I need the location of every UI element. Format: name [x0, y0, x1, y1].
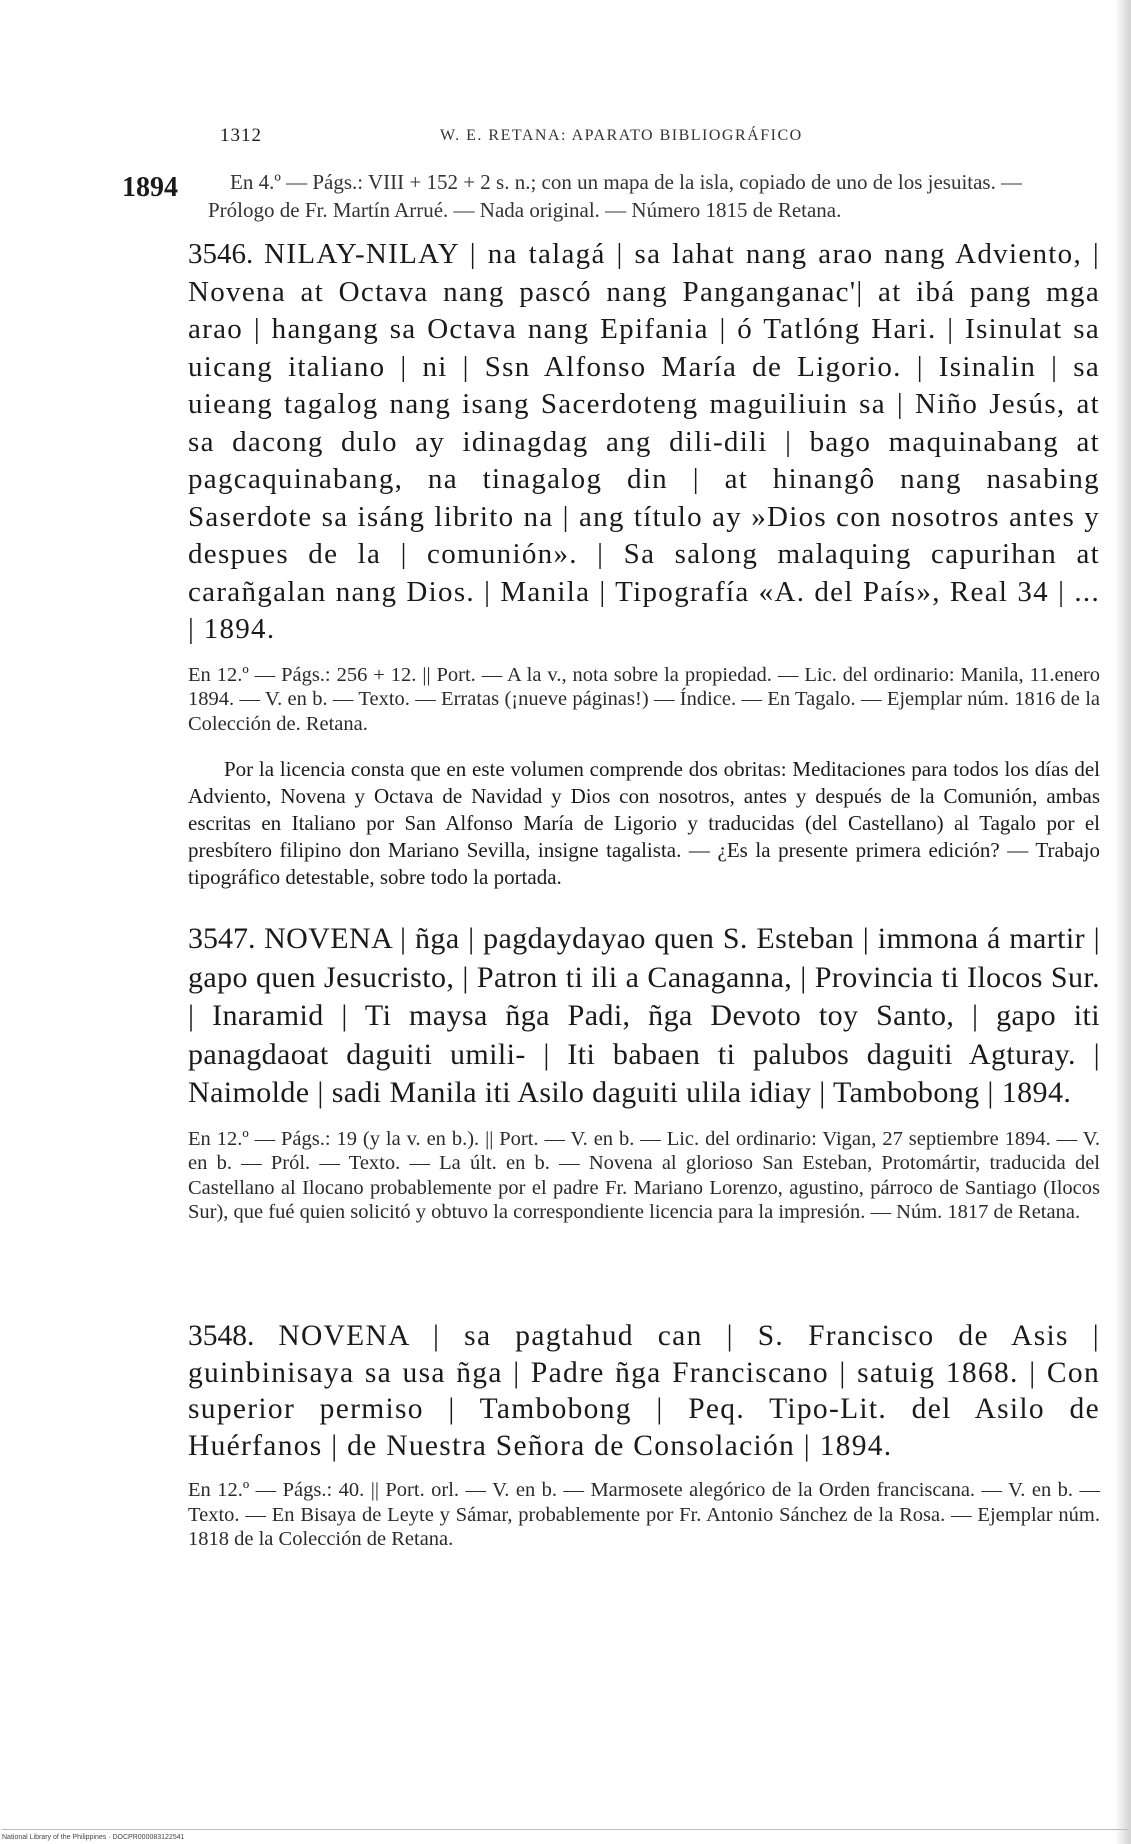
entry-title	[188, 1318, 1100, 1464]
entry-number: 3546.	[188, 238, 254, 270]
continuation-text: En 4.º — Págs.: VIII + 152 + 2 s. n.; con un mapa de la isla, copiado de uno de los jesuitas. — Prólogo de Fr. Martín Arrué. — Nada original. — Número 1815 de Retana.	[208, 170, 1023, 222]
entry-title	[188, 920, 1100, 1113]
entry-number: 3547.	[188, 922, 256, 955]
entry-title-text: NOVENA | ñga | pagdaydayao quen S. Esteban | immona á martir | gapo quen Jesucristo, | Patron ti ili a Canaganna, | Provincia ti Ilocos Sur. | Inaramid | Ti maysa ñga Padi, ñga Devoto toy Santo, | gapo iti panagdaoat daguiti umili- | Iti babaen ti palubos daguiti Agturay. | Naimolde | sadi Manila iti Asilo daguiti ulila idiay | Tambobong | 1894.	[188, 922, 1100, 1109]
entry-title-text: NILAY-NILAY | na talagá | sa lahat nang arao nang Adviento, | Novena at Octava nang pascó nang Panganganac'| at ibá pang mga arao | hangang sa Octava nang Epifania | ó Tatlóng Hari. | Isinulat sa uicang italiano | ni | Ssn Alfonso María de Ligorio. | Isinalin | sa uieang tagalog nang isang Sacerdoteng maguiliuin sa | Niño Jesús, at sa dacong dulo ay idinagdag ang dili-dili | bago maquinabang at pagcaquinabang, na tinagalog din | at hinangô nang nasabing Saserdote sa isáng librito na | ang título ay »Dios con nosotros antes y despues de la | comunión». | Sa salong malaquing capurihan at carañgalan nang Dios. | Manila | Tipografía «A. del País», Real 34 | ... | 1894.	[188, 238, 1100, 645]
page-edge-shadow	[1115, 0, 1131, 1844]
entry-notes	[188, 1127, 1100, 1225]
entry-notes	[188, 1478, 1100, 1552]
entry-notes-text: En 12.º — Págs.: 40. || Port. orl. — V. en b. — Marmosete alegórico de la Orden franciscana. — V. en b. — Texto. — En Bisaya de Leyte y Sámar, probablemente por Fr. Antonio Sánchez de la Rosa. — Ejemplar núm. 1818 de la Colección de Retana.	[188, 1479, 1100, 1550]
margin-year: 1894	[122, 172, 178, 203]
footer-divider	[2, 1829, 1128, 1830]
entry-notes	[188, 663, 1100, 737]
entry-number: 3548.	[188, 1320, 255, 1352]
entry-title-text: NOVENA | sa pagtahud can | S. Francisco de Asis | guinbinisaya sa usa ñga | Padre ñga Franciscano | satuig 1868. | Con superior permiso | Tambobong | Peq. Tipo-Lit. del Asilo de Huérfanos | de Nuestra Señora de Consolación | 1894.	[188, 1320, 1100, 1462]
entry-title	[188, 236, 1100, 649]
entry-3546	[188, 236, 1100, 891]
entry-notes-text: En 12.º — Págs.: 256 + 12. || Port. — A la v., nota sobre la propiedad. — Lic. del ordinario: Manila, 11.enero 1894. — V. en b. — Texto. — Erratas (¡nueve páginas!) — Índice. — En Tagalo. — Ejemplar núm. 1816 de la Colección de. Retana.	[188, 663, 1100, 735]
running-head: W. E. RETANA: APARATO BIBLIOGRÁFICO	[440, 127, 803, 144]
page-number: 1312	[220, 125, 262, 146]
entry-3547	[188, 920, 1100, 1225]
entry-comment: Por la licencia consta que en este volumen comprende dos obritas: Meditaciones para todos los días del Adviento, Novena y Octava de Navidad y Dios con nosotros, antes y después de la Comunión, ambas escritas en Italiano por San Alfonso María de Ligorio y traducidas (del Castellano) al Tagalo por el presbítero filipino don Mariano Sevilla, insigne tagalista. — ¿Es la presente primera edición? — Trabajo tipográfico detestable, sobre todo la portada.	[188, 757, 1100, 889]
entry-3548	[188, 1318, 1100, 1552]
entry-notes-text: En 12.º — Págs.: 19 (y la v. en b.). || Port. — V. en b. — Lic. del ordinario: Vigan, 27 septiembre 1894. — V. en b. — Pról. — Texto. — La últ. en b. — Novena al glorioso San Esteban, Protomártir, traducida del Castellano al Ilocano probablemente por el padre Fr. Mariano Lorenzo, agustino, párroco de Santiago (Ilocos Sur), que fué quien solicitó y obtuvo la correspondiente licencia para la impresión. — Núm. 1817 de Retana.	[188, 1127, 1100, 1223]
scan-footer: National Library of the Philippines · DOCPR000083122541	[2, 1834, 185, 1841]
page-header	[220, 125, 880, 151]
